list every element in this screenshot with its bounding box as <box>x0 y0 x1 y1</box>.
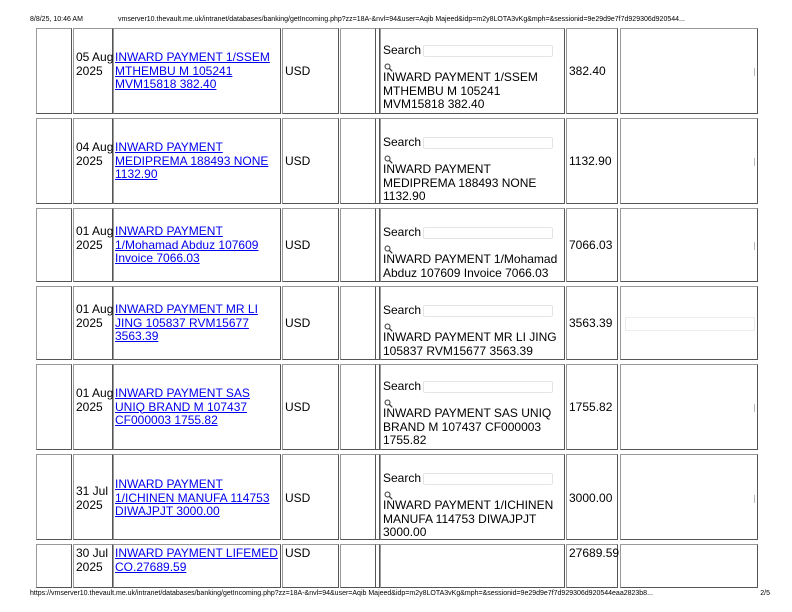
search-reference-text: INWARD PAYMENT 1/SSEM MTHEMBU M 105241 MVM15818 382.40 <box>383 70 538 111</box>
search-input[interactable] <box>423 227 553 239</box>
payment-currency: USD <box>285 316 311 330</box>
currency-cell <box>282 364 339 450</box>
description-cell <box>113 544 281 588</box>
search-input[interactable] <box>423 305 553 317</box>
search-label: Search <box>383 225 422 239</box>
search-label: Search <box>383 303 422 317</box>
payment-date: 01 Aug 2025 <box>76 224 114 252</box>
payment-currency: USD <box>285 546 311 560</box>
payment-currency: USD <box>285 238 311 252</box>
currency-cell <box>282 208 339 282</box>
table-row <box>36 118 758 204</box>
payment-currency: USD <box>285 64 311 78</box>
payment-description-link[interactable]: INWARD PAYMENT 1/SSEM MTHEMBU M 105241 MVM15818 382.40 <box>115 50 270 91</box>
search-cell <box>380 364 565 450</box>
row-blank-cell <box>340 454 376 540</box>
search-reference-text: INWARD PAYMENT 1/Mohamad Abduz 107609 Invoice 7066.03 <box>383 252 558 280</box>
magnifier-icon[interactable] <box>384 319 393 328</box>
scroll-marker <box>754 68 755 76</box>
search-cell <box>380 208 565 282</box>
search-reference-text: INWARD PAYMENT 1/ICHINEN MANUFA 114753 DIWAJPJT 3000.00 <box>383 498 554 539</box>
payment-currency: USD <box>285 154 311 168</box>
row-blank-cell <box>340 286 376 360</box>
search-cell <box>380 454 565 540</box>
scroll-marker <box>754 495 755 503</box>
page-number: 2/5 <box>760 590 770 597</box>
date-cell <box>73 454 113 540</box>
magnifier-icon[interactable] <box>384 395 393 404</box>
blank-field <box>625 317 755 331</box>
table-row <box>36 544 758 588</box>
date-cell <box>73 28 113 114</box>
currency-cell <box>282 28 339 114</box>
action-cell <box>620 454 758 540</box>
action-cell <box>620 28 758 114</box>
payment-currency: USD <box>285 491 311 505</box>
search-label: Search <box>383 135 422 149</box>
payment-description-link[interactable]: INWARD PAYMENT LIFEMED CO.27689.59 <box>115 546 278 574</box>
payment-amount: 1755.82 <box>569 400 613 414</box>
search-input[interactable] <box>423 381 553 393</box>
action-cell <box>620 208 758 282</box>
amount-cell <box>566 454 618 540</box>
payment-amount: 3000.00 <box>569 491 613 505</box>
action-cell <box>620 118 758 204</box>
amount-cell <box>566 28 618 114</box>
description-cell <box>113 454 281 540</box>
scroll-marker <box>754 404 755 412</box>
date-cell <box>73 118 113 204</box>
payment-amount: 1132.90 <box>569 154 612 168</box>
row-blank-cell <box>36 544 72 588</box>
payment-amount: 27689.59 <box>569 546 620 560</box>
payment-date: 31 Jul 2025 <box>76 484 109 512</box>
currency-cell <box>282 454 339 540</box>
magnifier-icon[interactable] <box>384 487 393 496</box>
payment-description-link[interactable]: INWARD PAYMENT MR LI JING 105837 RVM15677 3563.39 <box>115 302 258 343</box>
magnifier-icon[interactable] <box>384 59 393 68</box>
payment-amount: 382.40 <box>569 64 606 78</box>
date-cell <box>73 208 113 282</box>
action-cell <box>620 286 758 360</box>
search-label: Search <box>383 43 422 57</box>
row-blank-cell <box>340 364 376 450</box>
table-row <box>36 28 758 114</box>
payment-date: 01 Aug 2025 <box>76 386 114 414</box>
currency-cell <box>282 544 339 588</box>
payment-date: 30 Jul 2025 <box>76 546 109 574</box>
print-timestamp: 8/8/25, 10:46 AM <box>30 16 83 23</box>
amount-cell <box>566 208 618 282</box>
payment-date: 01 Aug 2025 <box>76 302 114 330</box>
payment-amount: 3563.39 <box>569 316 613 330</box>
currency-cell <box>282 286 339 360</box>
payment-amount: 7066.03 <box>569 238 613 252</box>
row-blank-cell <box>36 28 72 114</box>
payment-date: 04 Aug 2025 <box>76 140 114 168</box>
action-cell <box>620 544 758 588</box>
row-blank-cell <box>340 118 376 204</box>
scroll-marker <box>754 158 755 166</box>
print-header <box>30 14 770 26</box>
search-reference-text: INWARD PAYMENT SAS UNIQ BRAND M 107437 CF000003 1755.82 <box>383 406 552 447</box>
row-blank-cell <box>340 208 376 282</box>
amount-cell <box>566 544 618 588</box>
search-reference-text: INWARD PAYMENT MR LI JING 105837 RVM15677 3563.39 <box>383 330 557 358</box>
table-row <box>36 364 758 450</box>
print-footer-url: https://vmserver10.thevault.me.uk/intranet/databases/banking/getIncoming.php?zz=18A-&nvl=94&user=Aqib Majeed&idp=m2y8LOTA3vKg&mph=&sessionid=9e29d9e7f7d929306d920544eaa2823b8... <box>30 590 653 597</box>
currency-cell <box>282 118 339 204</box>
amount-cell <box>566 286 618 360</box>
amount-cell <box>566 118 618 204</box>
table-row <box>36 208 758 282</box>
payment-currency: USD <box>285 400 311 414</box>
description-cell <box>113 28 281 114</box>
search-cell <box>380 544 565 588</box>
row-blank-cell <box>36 364 72 450</box>
table-row <box>36 454 758 540</box>
date-cell <box>73 544 113 588</box>
payment-description-link[interactable]: INWARD PAYMENT SAS UNIQ BRAND M 107437 CF000003 1755.82 <box>115 386 250 427</box>
payment-date: 05 Aug 2025 <box>76 50 114 78</box>
row-blank-cell <box>340 544 376 588</box>
payment-description-link[interactable]: INWARD PAYMENT 1/ICHINEN MANUFA 114753 DIWAJPJT 3000.00 <box>115 477 270 518</box>
date-cell <box>73 286 113 360</box>
row-blank-cell <box>36 286 72 360</box>
row-blank-cell <box>340 28 376 114</box>
search-cell <box>380 28 565 114</box>
search-cell <box>380 118 565 204</box>
scroll-marker <box>754 242 755 250</box>
payment-description-link[interactable]: INWARD PAYMENT MEDIPREMA 188493 NONE 1132.90 <box>115 140 269 181</box>
magnifier-icon[interactable] <box>384 151 393 160</box>
description-cell <box>113 364 281 450</box>
row-blank-cell <box>36 118 72 204</box>
search-reference-text: INWARD PAYMENT MEDIPREMA 188493 NONE 1132.90 <box>383 162 537 203</box>
print-footer <box>30 588 770 600</box>
magnifier-icon[interactable] <box>384 241 393 250</box>
amount-cell <box>566 364 618 450</box>
search-label: Search <box>383 471 422 485</box>
payment-description-link[interactable]: INWARD PAYMENT 1/Mohamad Abduz 107609 Invoice 7066.03 <box>115 224 259 265</box>
row-blank-cell <box>36 454 72 540</box>
search-label: Search <box>383 379 422 393</box>
search-input[interactable] <box>423 137 553 149</box>
search-input[interactable] <box>423 473 553 485</box>
search-cell <box>380 286 565 360</box>
action-cell <box>620 364 758 450</box>
table-row <box>36 286 758 360</box>
description-cell <box>113 118 281 204</box>
description-cell <box>113 208 281 282</box>
description-cell <box>113 286 281 360</box>
row-blank-cell <box>36 208 72 282</box>
date-cell <box>73 364 113 450</box>
search-input[interactable] <box>423 45 553 57</box>
print-header-url: vmserver10.thevault.me.uk/intranet/databases/banking/getIncoming.php?zz=18A-&nvl=94&user=Aqib Majeed&idp=m2y8LOTA3vKg&mph=&sessionid=9e29d9e7f7d929306d920544... <box>118 16 685 23</box>
